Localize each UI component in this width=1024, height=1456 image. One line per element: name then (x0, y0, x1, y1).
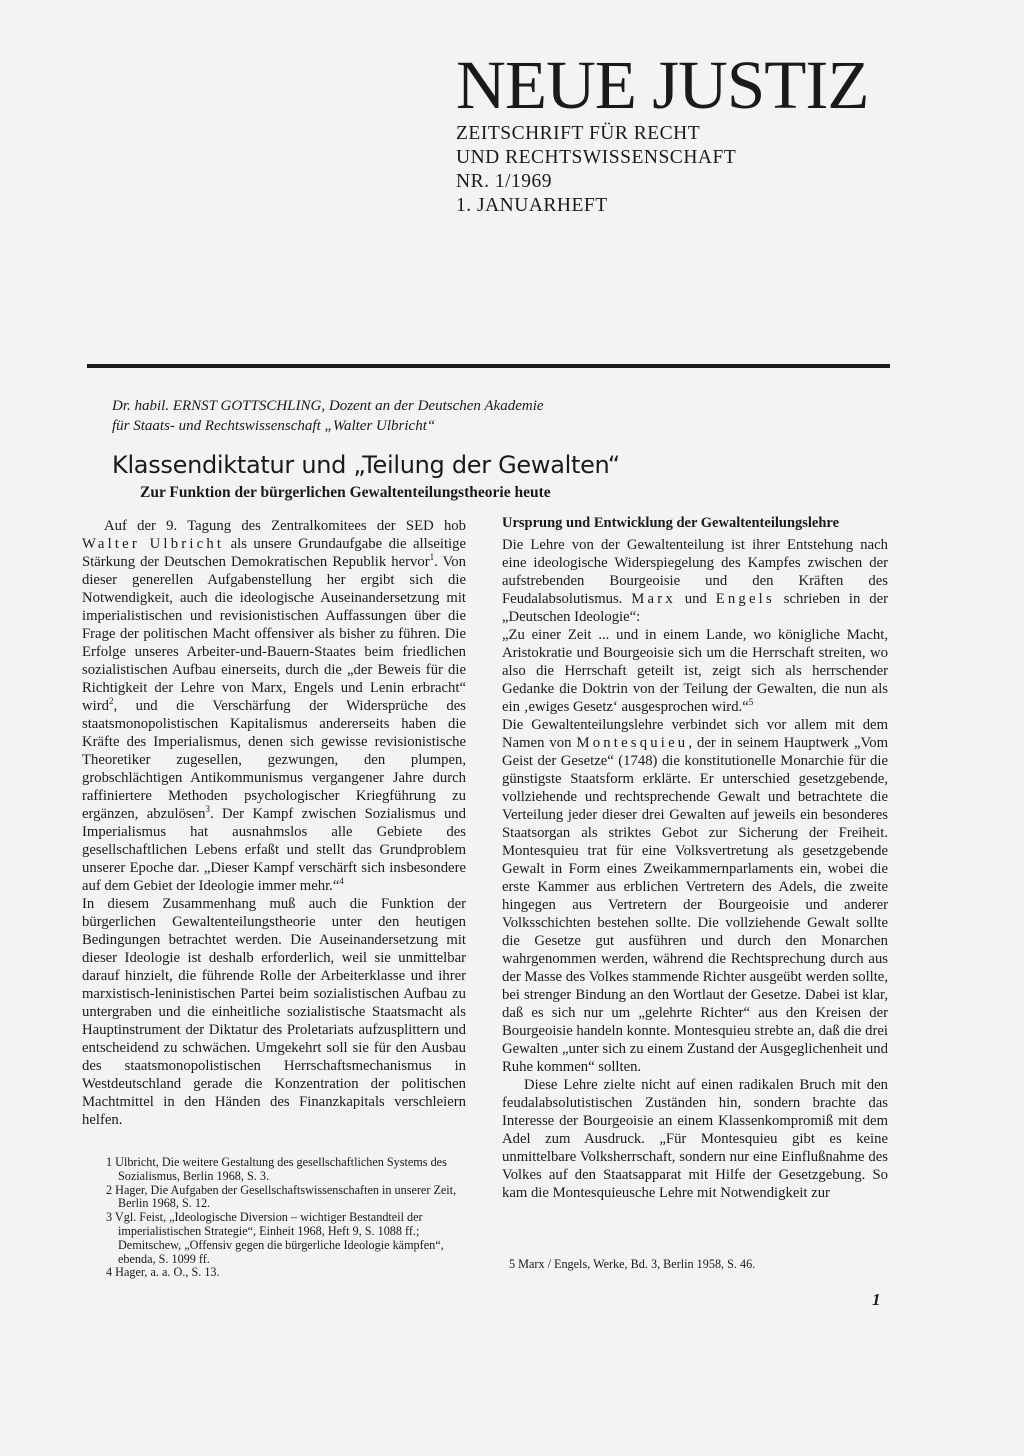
footnote: 2 Hager, Die Aufgaben der Gesellschaftswissenschaften in unserer Zeit, Berlin 1968, S. 12. (106, 1182, 457, 1211)
footnote: 4 Hager, a. a. O., S. 13. (106, 1265, 220, 1280)
paragraph: Die Lehre von der Gewaltenteilung ist ihrer Entstehung nach eine ideologische Widerspiegelung des Kampfes zwischen der aufstrebenden Bourgeoisie und den Kräften des Feudalabsolutismus. Marx und Engels schrieben in der „Deutschen Ideologie“: (502, 537, 888, 625)
footnote-ref: 1 (429, 552, 435, 563)
footnote-ref: 3 (205, 804, 211, 815)
article-subtitle: Zur Funktion der bürgerlichen Gewaltenteilungstheorie heute (140, 484, 551, 501)
person-name: Walter Ulbricht (82, 536, 225, 552)
masthead-subtitle-1: ZEITSCHRIFT FÜR RECHT (456, 123, 701, 144)
page-number: 1 (872, 1290, 881, 1309)
paragraph: Die Gewaltenteilungslehre verbindet sich vor allem mit dem Namen von Montesquieu, der in seinem Hauptwerk „Vom Geist der Gesetze“ (1748) die konstitutionelle Monarchie für die günstigste Staatsform erklärte. Er unterschied gesetzgebende, vollziehende und rechtsprechende Gewalt und betrachtete die Verteilung jeder dieser drei Gewalten auf jeweils ein besonderes Staatsorgan als striktes Gebot zur Sicherung der Freiheit. Montesquieu trat für eine Volksvertretung als gesetzgebende Gewalt in Form eines Zweikammernparlaments ein, wobei die erste Kammer aus erblichen Vertretern des Adels, die zweite hingegen aus Vertretern der Bourgeoisie und anderer Volksschichten bestehen sollte. Die vollziehende Gewalt sollte die Gesetze gut ausführen und durch den Monarchen wahrgenommen werden, während die Rechtsprechung durch aus der Masse des Volkes stammende Richter ausgeübt werden sollte, bei strenger Bindung an den Wortlaut der Gesetze. Dabei ist klar, daß es sich nur um „gelehrte Richter“ aus den Kreisen der Bourgeoisie handeln konnte. Montesquieu strebte an, daß die drei Gewalten „unter sich zu einem Zustand der Ausgeglichenheit und Ruhe kommen“ sollten. (502, 717, 888, 1075)
article-title: Klassendiktatur und „Teilung der Gewalten“ (112, 451, 620, 479)
journal-title: NEUE JUSTIZ (456, 47, 869, 123)
right-column (502, 513, 888, 1202)
header-rule (87, 364, 890, 368)
person-name: Montesquieu (576, 735, 689, 751)
paragraph: Diese Lehre zielte nicht auf einen radikalen Bruch mit den feudalabsolutistischen Zuständen hin, sondern brachte das Interesse der Bourgeoisie an einem Klassenkompromiß mit dem Adel zum Ausdruck. „Für Montesquieu gibt es keine unmittelbare Volksherrschaft, sondern nur eine Einflußnahme des Volkes auf den Staatsapparat mit Hilfe der Gesetzgebung. So kam die Montesquieusche Lehre mit Notwendigkeit zur (502, 1077, 888, 1201)
masthead (456, 47, 896, 218)
masthead-subtitle-2: UND RECHTSWISSENSCHAFT (456, 147, 737, 168)
issue-number: NR. 1/1969 (456, 171, 553, 192)
footnote-right: 5 Marx / Engels, Werke, Bd. 3, Berlin 1958, S. 46. (509, 1257, 756, 1271)
footnote: 1 Ulbricht, Die weitere Gestaltung des gesellschaftlichen Systems des Sozialismus, Berlin 1968, S. 3. (106, 1155, 447, 1183)
left-column (82, 517, 466, 1129)
block-quote: „Zu einer Zeit ... und in einem Lande, wo königliche Macht, Aristokratie und Bourgeoisie sich um die Herrschaft streiten, wo also die Herrschaft geteilt ist, zeigt sich als herrschender Gedanke die Doktrin von der Teilung der Gewalten, die nun als ein ‚ewiges Gesetz‘ ausgesprochen wird.“$^5$ (502, 627, 888, 715)
footnote-ref: 2 (108, 696, 114, 707)
paragraph: In diesem Zusammenhang muß auch die Funktion der bürgerlichen Gewaltenteilungstheorie unter den heutigen Bedingungen betrachtet werden. Die Auseinandersetzung mit dieser Ideologie ist deshalb erforderlich, weil sie unmittelbar darauf hinzielt, die führende Rolle der Arbeiterklasse und ihrer marxistisch-leninistischen Partei beim sozialistischen Aufbau zu untergraben und die einheitliche sozialistische Staatsmacht als Hauptinstrument der Diktatur des Proletariats aufzusplittern und entscheidend zu schwächen. Umgekehrt soll sie für den Ausbau des staatsmonopolistischen Herrschaftsmechanismus in Westdeutschland gerade die Konzentration der politischen Machtmittel in den Händen des Finanzkapitals verschleiern helfen. (82, 896, 466, 1128)
footnote: 3 Vgl. Feist, „Ideologische Diversion – wichtiger Bestandteil der imperialistischen Strategie“, Einheit 1968, Heft 9, S. 1088 ff.; Demitschew, „Offensiv gegen die bürgerliche Ideologie kämpfen“, ebenda, S. 1099 ff. (106, 1210, 444, 1266)
section-heading: Ursprung und Entwicklung der Gewaltenteilungslehre (502, 515, 840, 531)
footnote-ref: 5 (748, 697, 754, 708)
footnote-ref: 4 (339, 876, 344, 887)
paragraph: Auf der 9. Tagung des Zentralkomitees der SED hob Walter Ulbricht als unsere Grundaufgabe die allseitige Stärkung der Deutschen Demokratischen Republik hervor$^1$. Von dieser generellen Aufgabenstellung her ergibt sich die Notwendigkeit, auch die ideologische Auseinandersetzung mit imperialistischen und revisionistischen Auffassungen über die Frage der politischen Macht offensiver als bisher zu führen. Die Erfolge unseres Arbeiter-und-Bauern-Staates beim friedlichen sozialistischen Aufbau einerseits, durch die „der Beweis für die Richtigkeit der Lehre von Marx, Engels und Lenin erbracht“ wird$^2$, und die Verschärfung der Widersprüche des staatsmonopolistischen Kapitalismus andererseits haben die Kräfte des Imperialismus, denen sich gewisse revisionistische Theoretiker zugesellen, gezwungen, den plumpen, grobschlächtigen Antikommunismus vergangener Jahre durch raffiniertere Methoden psychologischer Kriegführung zu ergänzen, abzulösen$^3$. Der Kampf zwischen Sozialismus und Imperialismus hat ausnahmslos alle Gebiete des gesellschaftlichen Lebens erfaßt und stellt das Grundproblem unserer Epoche dar. „Dieser Kampf verschärft sich insbesondere auf dem Gebiet der Ideologie immer mehr.“$^4$ (82, 518, 466, 894)
footnotes-left (106, 1156, 478, 1280)
byline-line-1: Dr. habil. ERNST GOTTSCHLING, Dozent an der Deutschen Akademie (112, 398, 544, 414)
person-name: Marx (631, 591, 676, 607)
byline-line-2: für Staats- und Rechtswissenschaft „Walter Ulbricht“ (112, 418, 436, 434)
person-name: Engels (715, 591, 775, 607)
masthead-info (456, 122, 896, 218)
author-byline (112, 396, 892, 436)
issue-month: 1. JANUARHEFT (456, 195, 608, 216)
